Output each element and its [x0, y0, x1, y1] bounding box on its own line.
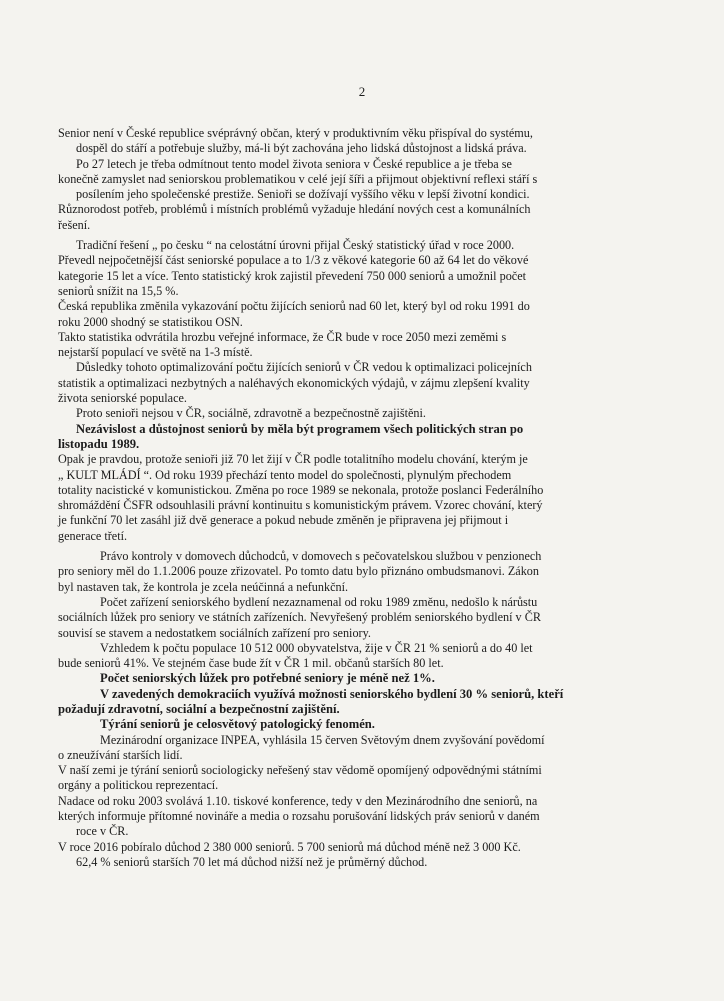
heading-democracies-housing: V zavedených demokraciích využívá možnosti seniorského bydlení 30 % seniorů, kteří požadují zdravotní, sociální a bezpečnostní zajištění.	[58, 686, 564, 716]
paragraph-press-conferences: Nadace od roku 2003 svolává 1.10. tiskové konference, tedy v den Mezinárodního dne seniorů, na kterých informuje přítomné novináře a media o rozsahu porušování lidských práv seniorů v daném roce v ČR.	[58, 793, 540, 839]
heading-elder-abuse: Týrání seniorů je celosvětový patologický fenomén.	[100, 717, 375, 732]
heading-independence-dignity: Nezávislost a důstojnost seniorů by měla být programem všech politických stran po listopadu 1989.	[58, 421, 524, 451]
paragraph-not-secured: Proto senioři nejsou v ČR, sociálně, zdravotně a bezpečnostně zajištěni.	[76, 406, 426, 421]
paragraph-reject-model: Po 27 letech je třeba odmítnout tento model života seniora v České republice a je třeba se konečně zamyslet nad seniorskou problematikou v celé její šíři a přijmout objektivní reflexi stáří s posílením jeho společenské prestiže. Senioři se dožívají vyššího věku v lepší životní kondici. Různorodost potřeb, problémů i místních problémů vyžaduje hledání nových cest a komunálních řešení.	[58, 156, 538, 232]
paragraph-population: Vzhledem k počtu populace 10 512 000 obyvatelstva, žije v ČR 21 % seniorů a do 40 let bude seniorů 41%. Ve stejném čase bude žít v ČR 1 mil. občanů starších 80 let.	[58, 640, 533, 671]
paragraph-inpea: Mezinárodní organizace INPEA, vyhlásila 15 červen Světovým dnem zvyšování povědomí o zneužívání starších lidí.	[58, 732, 545, 762]
paragraph-reporting-change: Česká republika změnila vykazování počtu žijících seniorů nad 60 let, který byl od roku 1991 do roku 2000 shodný se statistikou OSN.	[58, 299, 530, 329]
paragraph-abuse-unresolved: V naší zemi je týrání seniorů sociologicky neřešený stav vědomě opomíjený odpovědnými státními orgány a politickou reprezentací.	[58, 763, 542, 793]
paragraph-facility-count: Počet zařízení seniorského bydlení nezaznamenal od roku 1989 změnu, nedošlo k nárůstu sociálních lůžek pro seniory ve státních zařízeních. Nevyřešený problém seniorského bydlení v ČR souvisí se stavem a nedostatkem sociálních zařízení pro seniory.	[58, 594, 541, 640]
paragraph-below-average-pension: 62,4 % seniorů starších 70 let má důchod nižší než je průměrný důchod.	[76, 854, 428, 869]
paragraph-statistics-office: Tradiční řešení „ po česku “ na celostátní úrovni přijal Český statistický úřad v roce 2000. Převedl nejpočetnější část seniorské populace a to 1/3 z věkové kategorie 60 až 64 let do věkové kategorie 15 let a více. Tento statistický krok zajistil převedení 750 000 seniorů a umožnil počet seniorů snížit na 15,5 %.	[58, 238, 529, 298]
paragraph-inspection-rights: Právo kontroly v domovech důchodců, v domovech s pečovatelskou službou v penzionech pro seniory měl do 1.1.2006 pouze zřizovatel. Po tomto datu bylo přiznáno ombudsmanovi. Zákon byl nastaven tak, že kontrola je zcela neúčinná a nefunkční.	[58, 549, 542, 594]
paragraph-youth-cult: Opak je pravdou, protože senioři již 70 let žijí v ČR podle totalitního modelu chování, kterým je „ KULT MLÁDÍ “. Od roku 1939 přechází tento model do společnosti, plynulým přechodem totality nacistické v komunistickou. Změna po roce 1989 se nekonala, protože poslanci Federálního shromáždění ČSFR odsouhlasili právní kontinuitu s komunistickým právem. Vzorec chování, který je funkční 70 let zasáhl již dvě generace a pokud nebude změněn je připravena jej přijmout i generace třetí.	[58, 452, 544, 543]
heading-bed-count: Počet seniorských lůžek pro potřebné seniory je méně než 1%.	[100, 671, 435, 686]
paragraph-consequences: Důsledky tohoto optimalizování počtu žijících seniorů v ČR vedou k optimalizaci policejních statistik a optimalizaci nezbytných a naléhavých ekonomických výdajů, v zájmu zlepšení kvality života seniorské populace.	[58, 360, 532, 406]
paragraph-pensions-2016: V roce 2016 pobíralo důchod 2 380 000 seniorů. 5 700 seniorů má důchod méně než 3 000 Kč.	[58, 839, 521, 854]
paragraph-public-information: Takto statistika odvrátila hrozbu veřejné informace, že ČR bude v roce 2050 mezi zeměmi s nejstarší populací ve světě na 1-3 místě.	[58, 329, 507, 360]
page-number: 2	[358, 84, 366, 99]
paragraph-senior-status: Senior není v České republice svéprávný občan, který v produktivním věku přispíval do systému, dospěl do stáří a potřebuje služby, má-li být zachována jeho lidská důstojnost a lidská práva.	[58, 126, 533, 156]
